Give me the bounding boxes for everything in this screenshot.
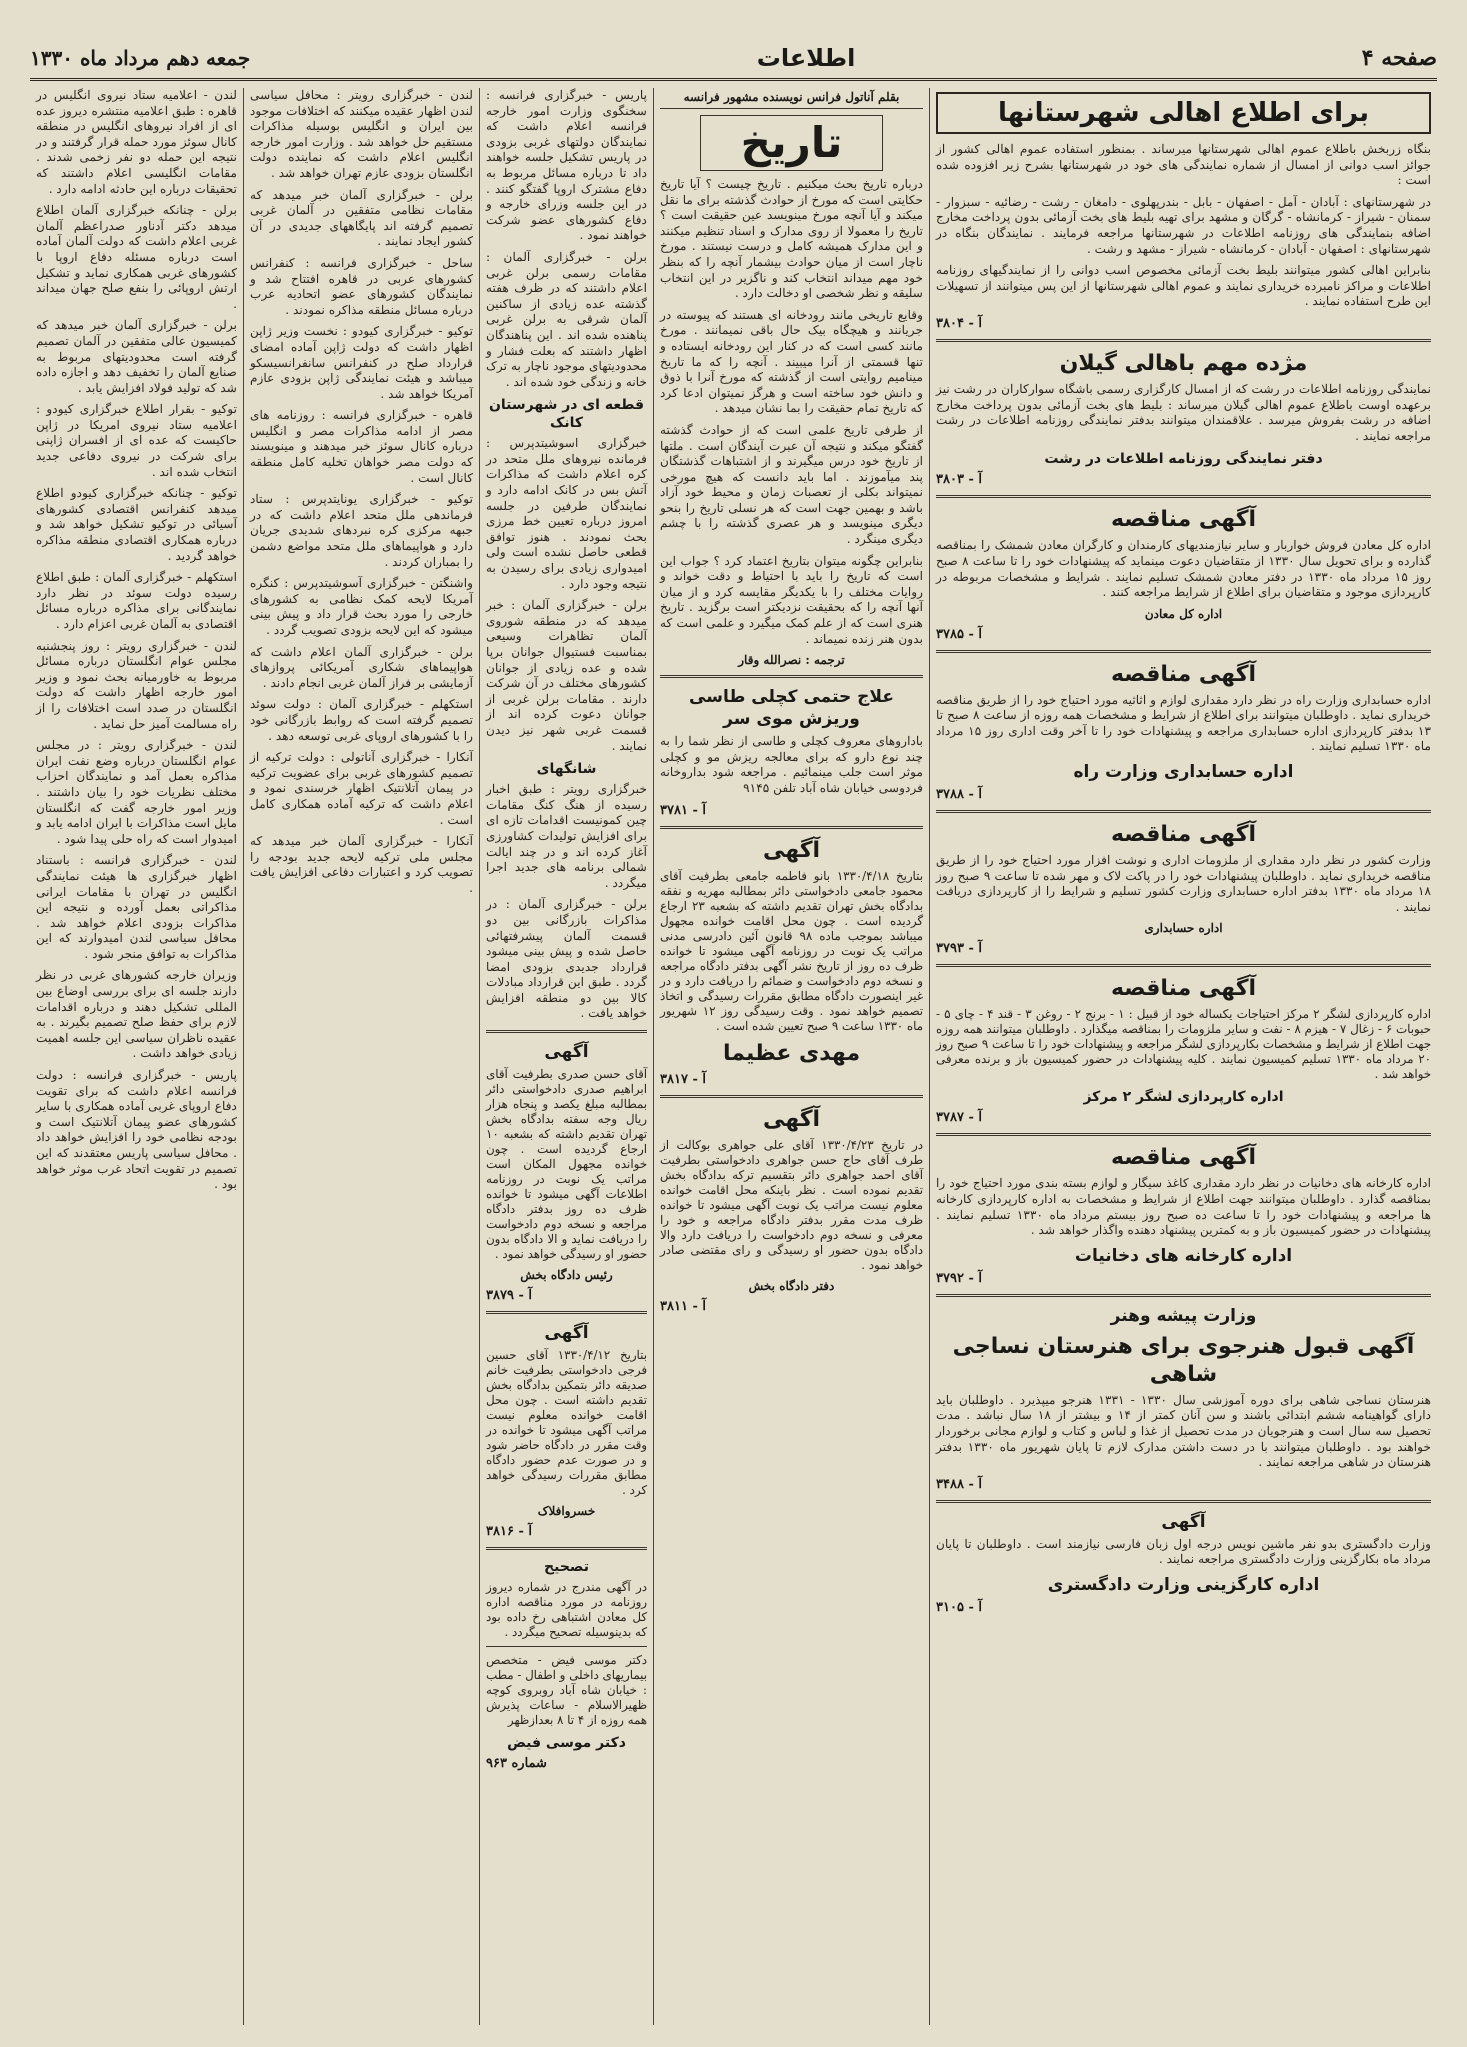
- ad-number: آ - ۳۸۰۴: [936, 315, 982, 331]
- provinces-notice-text: در شهرستانهای : آبادان - آمل - اصفهان - بابل - بندرپهلوی - دامغان - رشت - رضائیه - سبزوار - سمنان - شیراز - کرمانشاه - گرگان و مشهد برای تهیه بلیط های بخت آزمائی بدون پرداخت مخارج اضافه بنمایندگی های روزنامه اطلاعات در شهرستانها مراجعه فرمایند . نمایندگان بنگاه در شهرستانهای : اصفهان - آبادان - کرمانشاه - شیراز - مشهد و رشت .: [936, 194, 1431, 256]
- news-text: توکیو - خبرگزاری کیودو : نخست وزیر ژاپن اظهار داشت که دولت ژاپن آماده امضای قرارداد صلح در کنفرانس سانفرانسیسکو میباشد و هیئت نمایندگی ژاپن بزودی عازم آمریکا خواهد شد .: [250, 324, 473, 401]
- news-text: قاهره - خبرگزاری فرانسه : روزنامه های مصر از ادامه مذاکرات مصر و انگلیس درباره کانال سوئز خبر میدهند و مینویسند که دولت مصر خواهان تخلیه کامل منطقه کانال است .: [250, 408, 473, 485]
- ad-text: اداره حسابداری وزارت راه در نظر دارد مقداری لوازم و اثاثیه مورد احتیاج خود را از طریق مناقصه خریداری نماید . داوطلبان میتوانند برای اطلاع از شرایط و مشخصات همه روزه از ساعت ۸ صبح تا ۱۳ بدفتر کارپردازی اداره حسابداری مراجعه و پیشنهادات خود را تا آخر وقت اداری روز ۱۵ مرداد ماه ۱۳۳۰ تسلیم نمایند .: [936, 692, 1431, 754]
- divider: [936, 1500, 1431, 1503]
- divider: [660, 675, 923, 678]
- ad-text: آقای حسن صدری بطرفیت آقای ابراهیم صدری دادخواستی دائر بمطالبه مبلغ یکصد و پنجاه هزار ریال وجه سفته بدادگاه بخش تهران تقدیم داشته که بشعبه ۱۰ ارجاع گردیده است . چون خوانده مجهول المکان است مراتب یک نوبت در روزنامه اطلاعات آگهی میشود تا خوانده ظرف ده روز بدفتر دادگاه مراجعه و نسخه دوم دادخواست را دریافت نماید و الا دادگاه بدون حضور او رسیدگی خواهد نمود .: [486, 1067, 647, 1262]
- news-text: استکهلم - خبرگزاری آلمان : طبق اطلاع رسیده دولت سوئد در نظر دارد نمایندگانی برای مذاکره درباره مسائل اقتصادی به آلمان غربی اعزام دارد .: [36, 570, 237, 631]
- ad-text: بتاریخ ۱۳۳۰/۴/۱۸ بانو فاطمه جامعی بطرفیت آقای محمود جامعی دادخواستی دائر بمطالبه مهریه و نفقه بدادگاه بخش تهران تقدیم داشته که بشعبه ۲۳ ارجاع گردیده است . چون محل اقامت خوانده مجهول میباشد بموجب ماده ۹۸ قانون آئین دادرسی مدنی مراتب یک نوبت در روزنامه آگهی میشود تا خوانده ظرف ده روز از تاریخ نشر آگهی بدفتر دادگاه مراجعه و نسخه دوم دادخواست و ضمائم را دریافت دارد و در غیر اینصورت دادگاه مطابق مقررات رسیدگی و اتخاذ تصمیم خواهد نمود . وقت رسیدگی روز ۱۲ شهریور ماه ۱۳۳۰ ساعت ۹ صبح تعیین شده است .: [660, 868, 923, 1033]
- divider: [936, 810, 1431, 813]
- ad-text: وزارت دادگستری بدو نفر ماشین نویس درجه اول زبان فارسی نیازمند است . داوطلبان تا پایان مرداد ماه بکارگزینی وزارت دادگستری مراجعه نمایند .: [936, 1536, 1431, 1567]
- article-heading: تاریخ: [700, 115, 883, 171]
- news-text: برلن - چنانکه خبرگزاری آلمان اطلاع میدهد دکتر آدناور صدراعظم آلمان غربی اعلام داشت که دولت آلمان آماده است درباره مسئله دفاع اروپا با کشورهای غربی همکاری نماید و تشکیل ارتش اروپائی را بنفع صلح جهان میداند .: [36, 203, 237, 311]
- news-text: وزیران خارجه کشورهای غربی در نظر دارند جلسه ای برای بررسی اوضاع بین المللی تشکیل دهند و درباره اقدامات لازم برای حفظ صلح تصمیم بگیرند . به عقیده ناظران سیاسی این جلسه اهمیت زیادی خواهد داشت .: [36, 968, 237, 1061]
- ad-heading: وزارت پیشه وهنر: [1110, 1305, 1257, 1326]
- ad-number: آ - ۳۸۱۷: [660, 1071, 706, 1087]
- ad-heading: آگهی مناقصه: [1110, 976, 1257, 1002]
- ad-text: در آگهی مندرج در شماره دیروز روزنامه در مورد مناقصه اداره کل معادن اشتباهی رخ داده بود که بدینوسیله تصحیح میگردد .: [486, 1580, 647, 1640]
- news-text: لندن - خبرگزاری رویتر : در مجلس عوام انگلستان درباره وضع نفت ایران مذاکره بعمل آمد و نمایندگان احزاب مختلف نظریات خود را بیان داشتند . وزیر امور خارجه گفت که انگلستان مایل است مذاکرات با ایران ادامه یابد و امیدوار است که راه حلی پیدا شود .: [36, 738, 237, 846]
- columns: [30, 88, 1437, 2025]
- ad-text: هنرستان نساجی شاهی برای دوره آموزشی سال ۱۳۳۰ - ۱۳۳۱ هنرجو میپذیرد . داوطلبان باید دارای گواهینامه ششم ابتدائی باشند و سن آنان کمتر از ۱۴ و بیشتر از ۱۸ سال نباشد . مدت تحصیل سه سال است و هنرجویان در مدت تحصیل از غذا و لباس و کتاب و لوازم مجانی برخوردار خواهند بود . داوطلبان میتوانند با در دست داشتن مدارک لازم تا پایان شهریور ماه ۱۳۳۰ بدفتر هنرستان در شاهی مراجعه نمایند .: [936, 1392, 1432, 1470]
- provinces-notice-text: بنگاه زربخش باطلاع عموم اهالی شهرستانها میرساند . بمنظور استفاده عموم اهالی کشور از جوائز اسب دوانی از امسال از شماره نمایندگی های خود در شهرستانها بشرح زیر افزوده شده است :: [936, 142, 1431, 188]
- news-subheading: قطعه ای در شهرستان کانک: [488, 397, 645, 432]
- news-text: لندن - خبرگزاری رویتر : روز پنجشنبه مجلس عوام انگلستان درباره مسائل مربوط به خاورمیانه بحث نمود و وزیر امور خارجه اظهار داشت که دولت انگلستان در صدد است اختلافات را از راه مسالمت آمیز حل نماید .: [36, 638, 237, 731]
- article-text: وقایع تاریخی مانند رودخانه ای هستند که پیوسته در جریانند و هیچگاه بیک حال باقی نمیمانند . مورخ مانند کسی است که در کنار این رودخانه ایستاده و تنها قسمتی از آنرا میبیند . آنچه را که ما تاریخ مینامیم روایتی است از گذشته که مورخ آنرا با ذوق و دانش خود ساخته است و هرگز نمیتوان ادعا کرد که تاریخ تمام حقیقت را بما نشان میدهد .: [660, 307, 923, 416]
- news-subheading: شانگهای: [536, 761, 597, 778]
- ad-signature: اداره حسابداری وزارت راه: [1073, 762, 1294, 783]
- ad-text: باداروهای معروف کچلی و طاسی از نظر شما را به چند نوع دارو که برای معالجه ریزش مو و کچلی موثر است جلب مینمائیم . مراجعه شود بداروخانه فردوسی خیابان شاه آباد تلفن ۹۱۴۵: [660, 734, 923, 795]
- article-text: بنابراین چگونه میتوان بتاریخ اعتماد کرد ؟ جواب این است که تاریخ را باید با احتیاط و دقت خواند و روایات مختلف را با یکدیگر مقایسه کرد و از میان آنها آنچه را که بحقیقت نزدیکتر است برگزید . تاریخ هنری است که از علم کمک میگیرد و علمی است که بدون هنر زنده نمیماند .: [660, 553, 923, 646]
- column-5: [30, 88, 243, 2025]
- news-text: لندن - اعلامیه ستاد نیروی انگلیس در قاهره : طبق اعلامیه منتشره دیروز عده ای از افراد نیروهای انگلیس در منطقه کانال سوئز مورد حمله قرار گرفتند و در نتیجه این حمله دو نفر زخمی شدند . مقامات انگلیسی اعلام داشتند که تحقیقات درباره این حادثه ادامه دارد .: [36, 88, 237, 196]
- news-text: توکیو - بقرار اطلاع خبرگزاری کیودو : اعلامیه ستاد نیروی امریکا در ژاپن حاکیست که عده ای از افسران ژاپنی برای شرکت در نیروی دفاعی جدید انتخاب شده اند .: [36, 402, 237, 479]
- ad-signature: دکتر موسی فیض: [507, 1735, 626, 1752]
- ad-heading: مژده مهم باهالی گیلان: [1059, 350, 1308, 376]
- ad-signature: اداره حسابداری: [1144, 921, 1223, 936]
- news-text: ساحل - خبرگزاری فرانسه : کنفرانس کشورهای عربی در قاهره افتتاح شد و نمایندگان کشورهای عضو اتحادیه عرب درباره مسائل منطقه مذاکره نمودند .: [250, 255, 473, 317]
- news-text: برلن - خبرگزاری آلمان : خبر میدهد که در منطقه شوروی آلمان تظاهرات وسیعی بمناسبت فستیوال جوانان برپا شده و عده زیادی از جوانان کشورهای مختلف در آن شرکت دارند . مقامات برلن غربی از جوانان دعوت کرده اند از قسمت غربی شهر نیز دیدن نمایند .: [486, 598, 647, 753]
- masthead: [30, 38, 1437, 81]
- news-text: برلن - خبرگزاری آلمان : در مذاکرات بازرگانی بین دو قسمت آلمان پیشرفتهائی حاصل شده و پیش بینی میشود قرارداد جدیدی بزودی امضا گردد . طبق این قرارداد مبادلات کالا بین دو منطقه افزایش خواهد یافت .: [486, 897, 647, 1021]
- ad-text: اداره کارپردازی لشگر ۲ مرکز احتیاجات یکساله خود از قبیل : ۱ - برنج ۲ - روغن ۳ - قند ۴ - چای ۵ - حبوبات ۶ - زغال ۷ - هیزم ۸ - نفت و سایر ملزومات را بمناقصه میگذارد . داوطلبان میتوانند همه روزه جهت اطلاع از شرایط و مشخصات بکارپردازی لشگر مراجعه و پیشنهادات خود را تا ساعت ۹ صبح روز ۲۰ مرداد ماه ۱۳۳۰ تسلیم کمیسیون نمایند . کلیه پیشنهادات در حضور کمیسیون باز و برنده معرفی خواهد شد .: [936, 1007, 1431, 1082]
- news-text: لندن - خبرگزاری رویتر : محافل سیاسی لندن اظهار عقیده میکنند که اختلافات موجود بین ایران و انگلیس بوسیله مذاکرات مستقیم حل خواهد شد . وزارت امور خارجه انگلیس اعلام داشت که نماینده دولت انگلستان بزودی عازم تهران خواهد شد .: [250, 88, 473, 180]
- ad-heading: آگهی مناقصه: [1110, 822, 1257, 848]
- article-text: درباره تاریخ بحث میکنیم . تاریخ چیست ؟ آیا تاریخ حکایتی است که مورخ از حوادث گذشته برای ما نقل میکند و آیا آنچه مورخ مینویسد عین حقیقت است ؟ تاریخ را معمولا از روی مدارک و اسناد تنظیم میکنند و این مدارک همیشه کامل و درست نیستند . مورخ ناچار است از میان حوادث بیشمار آنچه را که بنظر خود مهم میداند انتخاب کند و ناگزیر در این انتخاب سلیقه و نظر شخصی او دخالت دارد .: [660, 177, 923, 301]
- ad-heading: آگهی: [762, 837, 821, 863]
- ad-number: آ - ۳۸۱۱: [660, 1298, 706, 1314]
- article-translator: ترجمه : نصرالله وقار: [738, 653, 845, 668]
- divider: [936, 1133, 1431, 1136]
- news-text: برلن - خبرگزاری آلمان خبر میدهد که کمیسیون عالی متفقین در آلمان تصمیم گرفته است محدودیتهای مربوط به صنایع آلمان را تخفیف دهد و اجازه داده شد که تولید فولاد افزایش یابد .: [36, 318, 237, 395]
- ad-signature: اداره کارگزینی وزارت دادگستری: [1047, 1574, 1320, 1595]
- ad-text: نمایندگی روزنامه اطلاعات در رشت که از امسال کارگزاری رسمی باشگاه سوارکاران در رشت نیز برعهده اوست باطلاع عموم اهالی گیلان میرساند : بلیط های بخت آزمائی بدون پرداخت مخارج اضافه در رشت بفروش میرسد . علاقمندان میتوانند بدفتر نمایندگی روزنامه اطلاعات در رشت مراجعه نمایند .: [936, 381, 1431, 443]
- ad-number: آ - ۳۷۹۲: [936, 1270, 982, 1286]
- divider: [486, 1030, 647, 1033]
- ad-signature: اداره کل معادن: [1144, 606, 1223, 621]
- ad-number: آ - ۳۷۹۳: [936, 941, 982, 957]
- ad-heading: آگهی: [544, 1323, 589, 1344]
- column-4: [243, 88, 479, 2025]
- ad-number: آ - ۳۸۱۶: [486, 1524, 532, 1540]
- divider: [936, 339, 1431, 342]
- column-3: [479, 88, 653, 2025]
- ad-heading: آگهی: [1161, 1511, 1206, 1532]
- provinces-notice-heading: برای اطلاع اهالی شهرستانها: [936, 92, 1431, 134]
- divider: [936, 650, 1431, 653]
- news-text: پاریس - خبرگزاری فرانسه : سخنگوی وزارت امور خارجه فرانسه اعلام داشت که نمایندگان دولتهای غربی بزودی در پاریس تشکیل جلسه خواهند داد تا درباره مسائل مربوط به دفاع مشترک اروپا گفتگو کنند . در این جلسه وزرای خارجه و دفاع کشورهای عضو شرکت خواهند نمود .: [486, 88, 647, 243]
- newspaper-name: اطلاعات: [756, 44, 856, 72]
- ad-heading: آگهی: [762, 1106, 821, 1132]
- divider: [660, 826, 923, 829]
- ad-signature: رئیس دادگاه بخش: [520, 1268, 613, 1283]
- ad-text: دکتر موسی فیض - متخصص بیماریهای داخلی و اطفال - مطب : خیابان شاه آباد روبروی کوچه ظهیرالاسلام - ساعات پذیرش همه روزه از ۴ تا ۸ بعدازظهر: [486, 1653, 647, 1728]
- news-text: توکیو - خبرگزاری یونایتدپرس : ستاد فرماندهی ملل متحد اعلام داشت که در جبهه مرکزی کره نبردهای شدیدی جریان دارد و هواپیماهای ملل متحد مواضع دشمن را بمباران کردند .: [250, 492, 473, 569]
- news-text: استکهلم - خبرگزاری آلمان : دولت سوئد تصمیم گرفته است که روابط بازرگانی خود را با کشورهای اروپای غربی توسعه دهد .: [250, 697, 473, 743]
- news-text: برلن - خبرگزاری آلمان خبر میدهد که مقامات نظامی متفقین در آلمان غربی تصمیم گرفته اند پایگاههای جدیدی در آن کشور ایجاد نمایند .: [250, 187, 473, 249]
- column-1: [929, 88, 1437, 2025]
- ad-number: آ - ۳۷۸۷: [936, 1110, 982, 1126]
- ad-number: آ - ۳۴۸۸: [936, 1476, 982, 1492]
- ad-number: آ - ۳۷۸۵: [936, 626, 982, 642]
- ad-signature: دفتر دادگاه بخش: [748, 1278, 835, 1293]
- divider: [936, 964, 1431, 967]
- divider: [486, 1646, 647, 1647]
- news-text: آنکارا - خبرگزاری آناتولی : دولت ترکیه از تصمیم کشورهای غربی برای عضویت ترکیه در پیمان آتلانتیک اظهار خرسندی نمود و اعلام داشت که ترکیه آماده همکاری کامل است .: [250, 750, 473, 827]
- provinces-notice-text: بنابراین اهالی کشور میتوانند بلیط بخت آزمائی مخصوص اسب دوانی را از نمایندگیهای روزنامه اطلاعات و مراکز نامبرده خریداری نمایند و عموم اهالی شهرستانها از این پس میتوانند از تسهیلات این طرح استفاده نمایند .: [936, 263, 1431, 309]
- ad-heading: آگهی مناقصه: [1110, 661, 1257, 687]
- ad-number: آ - ۳۷۸۸: [936, 787, 982, 803]
- divider: [936, 1294, 1431, 1297]
- news-text: واشنگتن - خبرگزاری آسوشیتدپرس : کنگره آمریکا لایحه کمک نظامی به کشورهای خارجی را مورد بحث قرار داد و پیش بینی میشود که این لایحه بزودی تصویب گردد .: [250, 576, 473, 637]
- ad-number: آ - ۳۷۸۱: [660, 802, 706, 818]
- news-text: پاریس - خبرگزاری فرانسه : دولت فرانسه اعلام داشت که برای تقویت دفاع اروپای غربی آماده همکاری با سایر کشورهای عضو پیمان آتلانتیک است و بودجه نظامی خود را افزایش خواهد داد . محافل سیاسی پاریس معتقدند که این تصمیم در تقویت اتحاد غرب موثر خواهد بود .: [36, 1068, 237, 1192]
- news-text: توکیو - چنانکه خبرگزاری کیودو اطلاع میدهد کنفرانس اقتصادی کشورهای آسیائی در توکیو تشکیل خواهد شد و درباره همکاری اقتصادی منطقه مذاکره خواهد گردید .: [36, 486, 237, 563]
- ad-number: آ - ۳۱۰۵: [936, 1599, 982, 1615]
- ad-number: شماره ۹۶۳: [486, 1756, 547, 1772]
- ad-heading: آگهی قبول هنرجوی برای هنرستان نساجی شاهی: [952, 1333, 1415, 1387]
- ad-text: وزارت کشور در نظر دارد مقداری از ملزومات اداری و نوشت افزار مورد احتیاج خود را از طریق مناقصه خریداری نماید . داوطلبان پیشنهادات خود را در پاکت لاک و مهر شده تا ساعت ۹ صبح روز ۱۸ مرداد ماه ۱۳۳۰ بدفتر اداره حسابداری وزارت کشور تسلیم و شرایط را از کارپردازی دریافت نمایند .: [936, 853, 1431, 914]
- divider: [486, 1311, 647, 1314]
- ad-heading: تصحیح: [544, 1559, 589, 1576]
- ad-heading: علاج حتمی کچلی طاسی وریزش موی سر: [689, 687, 894, 730]
- news-text: لندن - خبرگزاری فرانسه : باستناد اظهار خبرگزاری ها هیئت نمایندگی انگلیس در تهران با مقامات ایرانی مذاکراتی بعمل آورده و نتیجه این مذاکرات بزودی اعلام خواهد شد . محافل سیاسی لندن امیدوارند که این مذاکرات به توافق منجر شود .: [36, 853, 237, 961]
- divider: [486, 1547, 647, 1550]
- divider: [660, 1095, 923, 1098]
- news-text: خبرگزاری رویتر : طبق اخبار رسیده از هنگ کنگ مقامات چین کمونیست اقدامات تازه ای برای افزایش تولیدات کشاورزی آغاز کرده اند و در چند ایالت شمالی برنامه های جدید اجرا میگردد .: [486, 782, 647, 890]
- news-text: خبرگزاری اسوشیتدپرس : فرمانده نیروهای ملل متحد در کره اعلام داشت که مذاکرات آتش بس در کانک ادامه دارد و نمایندگان طرفین در جلسه امروز درباره تعیین خط مرزی بحث نمودند . هنوز توافق قطعی حاصل نشده است ولی امیدواری زیادی برای رسیدن به نتیجه وجود دارد .: [486, 436, 647, 591]
- ad-heading: آگهی: [544, 1042, 589, 1063]
- ad-signature: خسروافلاک: [537, 1504, 596, 1519]
- ad-text: بتاریخ ۱۳۳۰/۴/۱۲ آقای حسین فرجی دادخواستی بطرفیت خانم صدیقه دائر بتمکین بدادگاه بخش تقدیم داشته است . چون محل اقامت خوانده معلوم نیست مراتب آگهی میشود تا خوانده در وقت مقرر در دادگاه حاضر شود و در صورت عدم حضور دادگاه مطابق مقررات رسیدگی خواهد کرد .: [486, 1348, 647, 1498]
- news-text: برلن - خبرگزاری آلمان : مقامات رسمی برلن غربی اعلام داشتند که در ظرف هفته گذشته عده زیادی از ساکنین آلمان شرقی به برلن غربی پناهنده شده اند . این پناهندگان اظهار داشتند که بعلت فشار و محدودیتهای موجود ناچار به ترک خانه و زندگی خود شده اند .: [486, 249, 647, 389]
- ad-number: آ - ۳۸۷۹: [486, 1288, 532, 1304]
- news-text: برلن - خبرگزاری آلمان اعلام داشت که هواپیماهای شکاری آمریکائی پروازهای آزمایشی بر فراز آلمان غربی انجام دادند .: [250, 644, 473, 690]
- issue-date: جمعه دهم مرداد ماه ۱۳۳۰: [30, 46, 251, 70]
- ad-text: اداره کارخانه های دخانیات در نظر دارد مقداری کاغذ سیگار و لوازم بسته بندی مورد احتیاج خود را بمناقصه گذارد . داوطلبان میتوانند جهت اطلاع از شرایط و مشخصات به اداره کارپردازی کارخانه ها مراجعه و پیشنهادات خود را تا ساعت ده صبح روز بیستم مرداد ماه ۱۳۳۰ تسلیم نمایند . پیشنهادات در حضور کمیسیون باز و به کمترین پیشنهاد دهنده واگذار خواهد شد .: [936, 1176, 1432, 1238]
- ad-heading: آگهی مناقصه: [1110, 507, 1257, 533]
- article-byline: بقلم آناتول فرانس نویسنده مشهور فرانسه: [660, 90, 923, 109]
- ad-heading: آگهی مناقصه: [1110, 1145, 1257, 1171]
- column-2: [653, 88, 929, 2025]
- page-number: صفحه ۴: [1361, 45, 1437, 71]
- news-text: آنکارا - خبرگزاری آلمان خبر میدهد که مجلس ملی ترکیه لایحه جدید بودجه را تصویب کرد و اعتبارات دفاعی افزایش یافت .: [250, 834, 473, 895]
- ad-signature: مهدی عظیما: [722, 1040, 861, 1066]
- ad-text: اداره کل معادن فروش خواربار و سایر نیازمندیهای کارمندان و کارگران معادن شمشک را بمناقصه گذارده و برای تحویل سال ۱۳۳۰ از متقاضیان دعوت مینماید که پیشنهادات خود را تا ساعت ۸ صبح روز ۱۵ مرداد ماه ۱۳۳۰ در دفتر معادن شمشک تسلیم نمایند . شرایط و مشخصات مربوطه در کارپردازی موجود و متقاضیان برای اطلاع از شرایط مراجعه کنند .: [936, 538, 1431, 600]
- ad-signature: اداره کارخانه های دخانیات: [1074, 1245, 1293, 1266]
- article-text: از طرفی تاریخ علمی است که از حوادث گذشته گفتگو میکند و نتیجه آن عبرت آیندگان است . ملتها از تاریخ خود درس میگیرند و از اشتباهات گذشتگان پند میآموزند . اما باید دانست که هیچ مورخی نمیتواند بکلی از تعصبات زمان و محیط خود آزاد باشد و بهمین جهت است که هر نسلی تاریخ را بنحو دیگری مینویسد و هر عصری گذشته را با چشم دیگری مینگرد .: [660, 422, 923, 547]
- ad-signature: دفتر نمایندگی روزنامه اطلاعات در رشت: [1044, 451, 1323, 468]
- divider: [936, 495, 1431, 498]
- ad-text: در تاریخ ۱۳۳۰/۴/۲۳ آقای علی جواهری بوکالت از طرف آقای حاج حسن جواهری دادخواستی بطرفیت آقای احمد جواهری دائر بتقسیم ترکه بدادگاه بخش تقدیم نموده است . نظر باینکه محل اقامت خوانده معلوم نیست مراتب یک نوبت آگهی میشود تا خوانده ظرف مدت مقرر بدفتر دادگاه مراجعه و خود را معرفی و نسخه دوم دادخواست را دریافت دارد والا دادگاه بدون حضور او رسیدگی و رای مقتضی صادر خواهد نمود .: [660, 1137, 923, 1272]
- ad-signature: اداره کارپردازی لشگر ۲ مرکز: [1083, 1089, 1284, 1106]
- ad-number: آ - ۳۸۰۳: [936, 472, 982, 488]
